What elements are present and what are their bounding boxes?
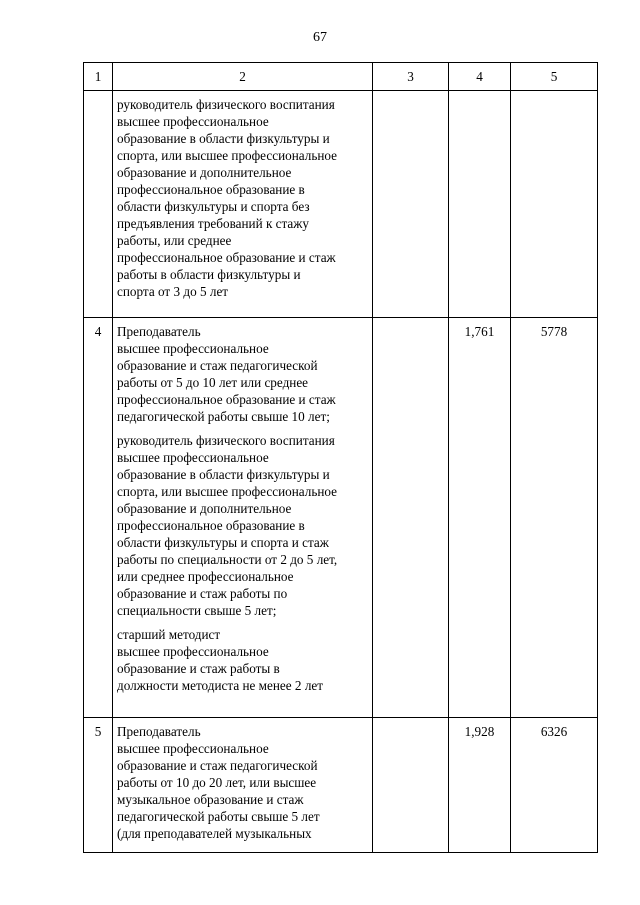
table-header-row xyxy=(84,63,598,91)
column-3-value xyxy=(373,91,449,318)
description-paragraph: старший методист высшее профессиональное образование и стаж работы в должности методиста не менее 2 лет xyxy=(117,627,324,693)
salary-value: 5778 xyxy=(511,318,598,718)
column-header-5: 5 xyxy=(511,63,598,91)
column-header-3: 3 xyxy=(373,63,449,91)
description-paragraph: руководитель физического воспитания высшее профессиональное образование в области физкультуры и спорта, или высшее профессиональное образование и дополнительное профессиональное образование в области физкультуры и спорта без предъявления требований к стажу работы, или среднее профессиональное образование и стаж работы в области физкультуры и спорта от 3 до 5 лет xyxy=(117,97,338,299)
column-header-1: 1 xyxy=(84,63,113,91)
column-3-value xyxy=(373,718,449,853)
row-number: 4 xyxy=(84,318,113,718)
page-number: 67 xyxy=(313,30,327,45)
description-paragraph: руководитель физического воспитания высшее профессиональное образование в области физкультуры и спорта, или высшее профессиональное образование и дополнительное профессиональное образование в области физкультуры и спорта и стаж работы по специальности от 2 до 5 лет, или среднее профессиональное образование и стаж работы по специальности свыше 5 лет; xyxy=(117,433,338,618)
coefficient-value xyxy=(449,91,511,318)
description-paragraph: Преподаватель высшее профессиональное образование и стаж педагогической работы от 5 до 10 лет или среднее профессиональное образование и стаж педагогической работы свыше 10 лет; xyxy=(117,324,336,424)
row-number: 5 xyxy=(84,718,113,853)
column-3-value xyxy=(373,318,449,718)
salary-value xyxy=(511,91,598,318)
row-number xyxy=(84,91,113,318)
coefficient-value: 1,761 xyxy=(449,318,511,718)
description-paragraph: Преподаватель высшее профессиональное образование и стаж педагогической работы от 10 до 20 лет, или высшее музыкальное образование и стаж педагогической работы свыше 5 лет (для преподавателей музыкальных xyxy=(117,724,320,841)
salary-value: 6326 xyxy=(511,718,598,853)
table-row xyxy=(84,91,598,318)
column-header-2: 2 xyxy=(113,63,373,91)
table-row xyxy=(84,318,598,718)
column-header-4: 4 xyxy=(449,63,511,91)
table-row xyxy=(84,718,598,853)
position-description xyxy=(113,91,373,318)
position-description xyxy=(113,718,373,853)
salary-table xyxy=(83,62,598,853)
coefficient-value: 1,928 xyxy=(449,718,511,853)
position-description xyxy=(113,318,373,718)
